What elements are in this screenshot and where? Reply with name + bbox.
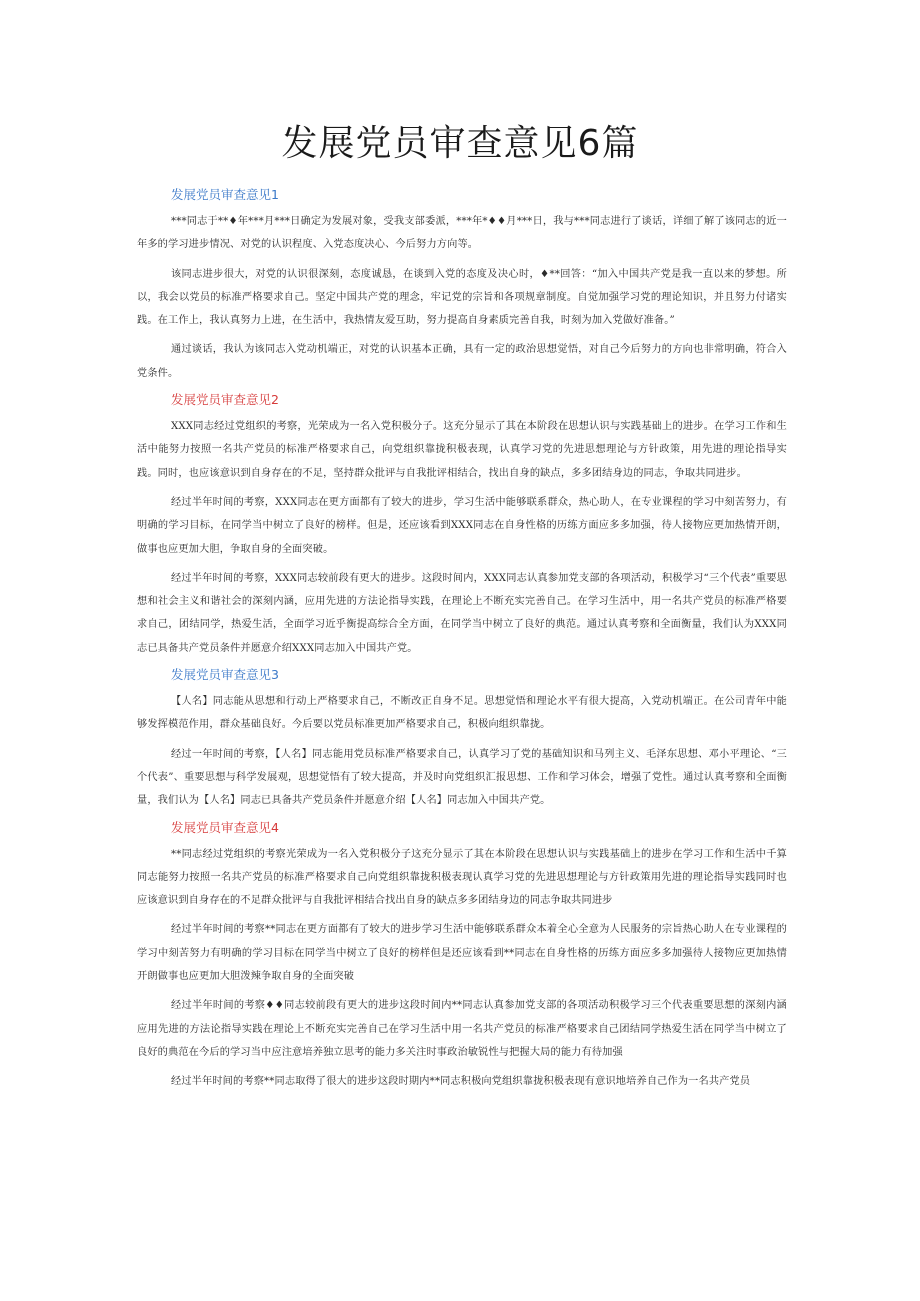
paragraph: 通过谈话，我认为该同志入党动机端正，对党的认识基本正确，具有一定的政治思想觉悟，对自己今后努力的方向也非常明确，符合入党条件。 <box>137 344 787 379</box>
document-body <box>137 186 787 1100</box>
section-heading: 发展党员审查意见2 <box>171 392 279 408</box>
section-1 <box>137 186 787 385</box>
document-title: 发展党员审查意见6篇 <box>281 123 639 164</box>
paragraph: 经过一年时间的考察，【人名】同志能用党员标准严格要求自己，认真学习了党的基础知识和马列主义、毛泽东思想、邓小平理论、“三个代表”、重要思想与科学发展观，思想觉悟有了较大提高，并及时向党组织汇报思想、工作和学习体会，增强了党性。通过认真考察和全面衡量，我们认为【人名】同志已具备共产党员条件并愿意介绍【人名】同志加入中国共产党。 <box>137 748 787 807</box>
paragraph: 经过半年时间的考察**同志在更方面都有了较大的进步学习生活中能够联系群众本着全心全意为人民服务的宗旨热心助人在专业课程的学习中刻苦努力有明确的学习目标在同学当中树立了良好的榜样但是还应该看到**同志在自身性格的历练方面应多多加强待人接物应更加热情开朗做事也应更加大胆泼辣争取自身的全面突破 <box>137 924 787 983</box>
paragraph: 该同志进步很大，对党的认识很深刻，态度诚恳，在谈到入党的态度及决心时，♦**回答：“加入中国共产党是我一直以来的梦想。所以，我会以党员的标准严格要求自己。坚定中国共产党的理念，牢记党的宗旨和各项规章制度。自觉加强学习党的理论知识，并且努力付诸实践。在工作上，我认真努力上进，在生活中，我热情友爱互助，努力提高自身素质完善自我，时刻为加入党做好准备。” <box>137 268 787 327</box>
section-3 <box>137 666 787 812</box>
paragraph: 【人名】同志能从思想和行动上严格要求自己，不断改正自身不足。思想觉悟和理论水平有很大提高，入党动机端正。在公司青年中能够发挥模范作用，群众基础良好。今后要以党员标准更加严格要求自己，积极向组织靠拢。 <box>137 696 787 731</box>
paragraph: ***同志于**♦年***月***日确定为发展对象，受我支部委派，***年*♦♦月***日，我与***同志进行了谈话，详细了解了该同志的近一年多的学习进步情况、对党的认识程度、入党态度决心、今后努力方向等。 <box>137 216 787 251</box>
section-heading: 发展党员审查意见3 <box>171 667 279 683</box>
paragraph: 经过半年时间的考察♦♦同志较前段有更大的进步这段时间内**同志认真参加党支部的各项活动积极学习三个代表重要思想的深刻内涵应用先进的方法论指导实践在理论上不断充实完善自己在学习生活中用一名共产党员的标准严格要求自己团结同学热爱生活在同学当中树立了良好的典范在今后的学习当中应注意培养独立思考的能力多关注时事政治敏锐性与把握大局的能力有待加强 <box>137 1000 787 1058</box>
section-heading: 发展党员审查意见1 <box>171 187 279 202</box>
paragraph: **同志经过党组织的考察光荣成为一名入党积极分子这充分显示了其在本阶段在思想认识与实践基础上的进步在学习工作和生活中千算同志能努力按照一名共产党员的标准严格要求自己向党组织靠拢积极表现认真学习党的先进思想理论与方针政策用先进的理论指导实践同时也应该意识到自身存在的不足群众批评与自我批评相结合找出自身的缺点多多团结身边的同志争取共同进步 <box>137 848 787 907</box>
paragraph: 经过半年时间的考察，XXX同志在更方面都有了较大的进步，学习生活中能够联系群众，热心助人，在专业课程的学习中刻苦努力，有明确的学习目标，在同学当中树立了良好的榜样。但是，还应该看到XXX同志在自身性格的历练方面应多多加强，待人接物应更加热情开朗，做事也应更加大胆，争取自身的全面突破。 <box>137 496 787 555</box>
section-heading: 发展党员审查意见4 <box>171 819 279 835</box>
paragraph: XXX同志经过党组织的考察，光荣成为一名入党积极分子。这充分显示了其在本阶段在思想认识与实践基础上的进步。在学习工作和生活中能努力按照一名共产党员的标准严格要求自己，向党组织靠拢积极表现，认真学习党的先进思想理论与方针政策，用先进的理论指导实践。同时，也应该意识到自身存在的不足，坚持群众批评与自我批评相结合，找出自身的缺点，多多团结身边的同志，争取共同进步。 <box>137 421 787 479</box>
section-4 <box>137 819 787 1094</box>
paragraph: 经过半年时间的考察，XXX同志较前段有更大的进步。这段时间内，XXX同志认真参加党支部的各项活动，积极学习“三个代表”重要思想和社会主义和谐社会的深刻内涵，应用先进的方法论指导实践，在理论上不断充实完善自己。在学习生活中，用一名共产党员的标准严格要求自己，团结同学，热爱生活，全面学习近乎衡提高综合全方面，在同学当中树立了良好的典范。通过认真考察和全面衡量，我们认为XXX同志已具备共产党员条件并愿意介绍XXX同志加入中国共产党。 <box>137 572 787 654</box>
section-2 <box>137 391 787 660</box>
paragraph: 经过半年时间的考察**同志取得了很大的进步这段时期内**同志积极向党组织靠拢积极表现有意识地培养自己作为一名共产党员 <box>171 1076 751 1088</box>
